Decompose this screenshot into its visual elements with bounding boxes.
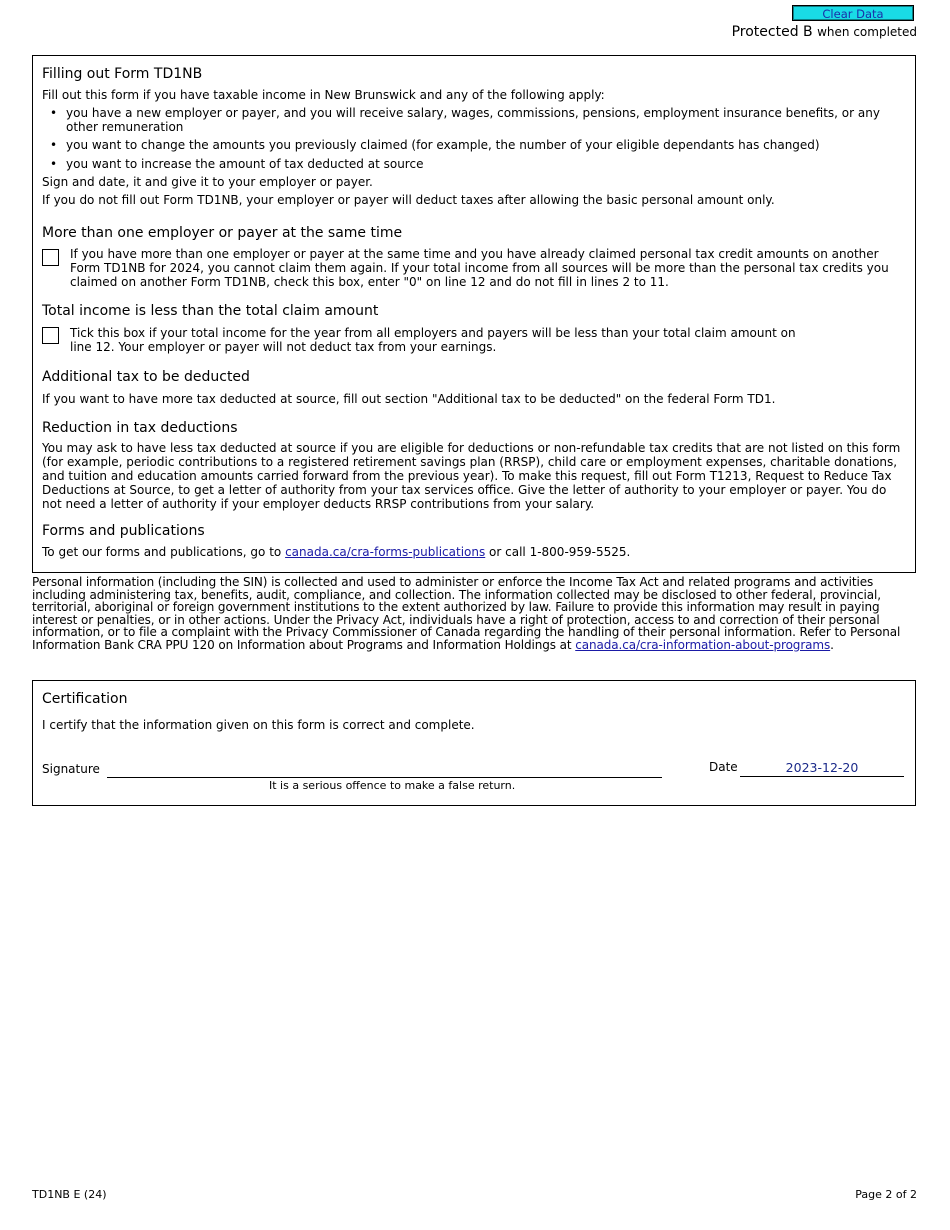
total-income-checkbox[interactable] [42, 327, 59, 344]
privacy-end: . [830, 637, 834, 652]
info-about-programs-link[interactable]: canada.ca/cra-information-about-programs [575, 637, 831, 652]
signature-field[interactable] [107, 777, 662, 778]
protected-b-label [732, 24, 917, 40]
additional-tax-title: Additional tax to be deducted [42, 369, 250, 385]
forms-text-after: or call 1-800-959-5525. [485, 545, 631, 559]
clear-data-button[interactable]: Clear Data [792, 5, 914, 21]
date-field[interactable]: 2023-12-20 [740, 759, 904, 777]
filling-sign: Sign and date, it and give it to your employer or payer. [42, 175, 373, 189]
forms-text-before: To get our forms and publications, go to [42, 545, 286, 559]
filling-intro: Fill out this form if you have taxable income in New Brunswick and any of the following apply: [42, 88, 605, 102]
privacy-statement [32, 576, 918, 651]
list-item: • you want to change the amounts you previously claimed (for example, the number of your eligible dependants has changed) [42, 138, 902, 157]
signature-label: Signature [42, 762, 100, 776]
more-than-one-checkbox[interactable] [42, 249, 59, 266]
filling-note: If you do not fill out Form TD1NB, your employer or payer will deduct taxes after allowing the basic personal amount only. [42, 193, 775, 207]
more-than-one-title: More than one employer or payer at the same time [42, 225, 403, 241]
reduction-text: You may ask to have less tax deducted at source if you are eligible for deductions or non-refundable tax credits that are not listed on this form (for example, periodic contributions to a registered retirement savings plan (RRSP), child care or employment expenses, charitable donations, and tuition and education amounts carried forward from the previous year). To make this request, fill out Form T1213, Request to Reduce Tax Deductions at Source, to get a letter of authority from your tax services office. Give the letter of authority to your employer or payer. You do not need a letter of authority if your employer deducts RRSP contributions from your salary. [42, 441, 901, 511]
more-than-one-text: If you have more than one employer or payer at the same time and you have already claimed personal tax credit amounts on another Form TD1NB for 2024, you cannot claim them again. If your total income from all sources will be more than the personal tax credits you claimed on another Form TD1NB, check this box, enter "0" on line 12 and do not fill in lines 2 to 11. [70, 247, 889, 289]
date-label: Date [709, 760, 738, 774]
filling-title: Filling out Form TD1NB [42, 66, 203, 82]
filling-bullet-list [42, 106, 902, 171]
privacy-text: Personal information (including the SIN) is collected and used to administer or enforce the Income Tax Act and related programs and activities including administering tax, benefits, audit, compliance, and collection. The information collected may be disclosed to other federal, provincial, territorial, aboriginal or foreign government institutions to the extent authorized by law. Failure to provide this information may result in paying interest or penalties, or in other actions. Under the Privacy Act, individuals have a right of protection, access to and correction of their personal information, or to file a complaint with the Privacy Commissioner of Canada regarding the handling of their personal information. Refer to Personal Information Bank CRA PPU 120 on Information about Programs and Information Holdings at [32, 575, 901, 652]
list-item: • you want to increase the amount of tax deducted at source [42, 157, 902, 171]
total-income-title: Total income is less than the total claim amount [42, 303, 379, 319]
protected-small: when completed [817, 25, 917, 39]
additional-tax-text: If you want to have more tax deducted at source, fill out section "Additional tax to be deducted" on the federal Form TD1. [42, 392, 776, 406]
page-number: Page 2 of 2 [855, 1188, 917, 1201]
certification-section [32, 680, 916, 806]
forms-title: Forms and publications [42, 523, 205, 539]
info-section [32, 55, 916, 573]
forms-publications-link[interactable]: canada.ca/cra-forms-publications [285, 545, 486, 559]
list-item: • you have a new employer or payer, and you will receive salary, wages, commissions, pensions, employment insurance benefits, or any other remuneration [42, 106, 902, 138]
total-income-text: Tick this box if your total income for the year from all employers and payers will be less than your total claim amount on line 12. Your employer or payer will not deduct tax from your earnings. [70, 326, 796, 354]
forms-text [42, 545, 630, 559]
form-id: TD1NB E (24) [32, 1188, 107, 1201]
offence-note: It is a serious offence to make a false return. [269, 779, 516, 792]
reduction-title: Reduction in tax deductions [42, 420, 238, 436]
certification-title: Certification [42, 691, 128, 707]
protected-main: Protected B [731, 24, 813, 40]
certification-statement: I certify that the information given on this form is correct and complete. [42, 718, 475, 732]
